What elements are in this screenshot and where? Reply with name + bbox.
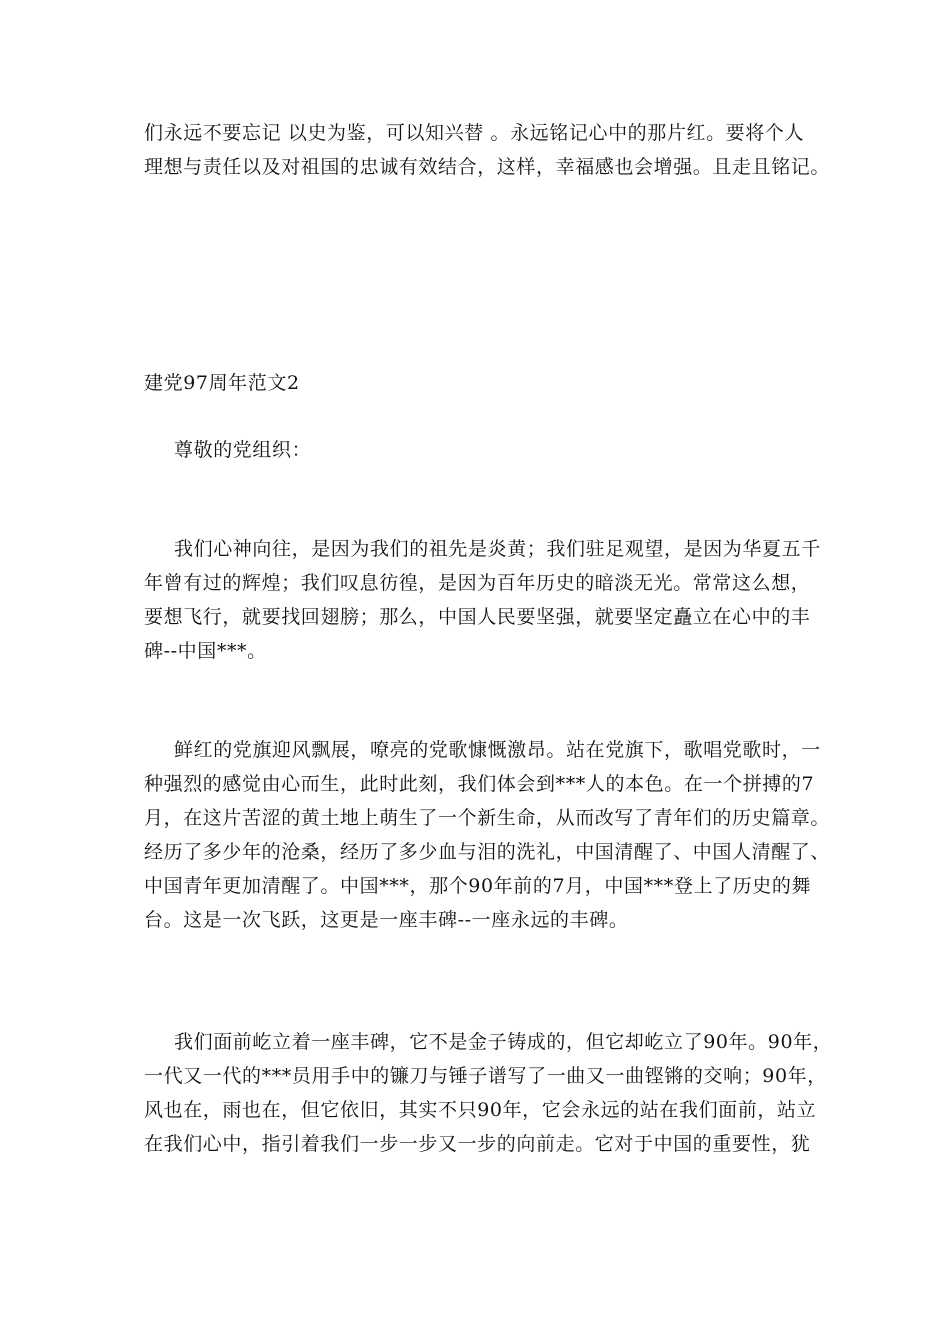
text-line: 们永远不要忘记 以史为鉴，可以知兴替 。永远铭记心中的那片红。要将个人 <box>144 122 805 144</box>
text-line: 中国青年更加清醒了。中国***，那个90年前的7月，中国***登上了历史的舞 <box>144 875 812 897</box>
salutation <box>144 433 814 467</box>
text-line: 鲜红的党旗迎风飘展，嘹亮的党歌慷慨激昂。站在党旗下，歌唱党歌时，一 <box>174 739 821 761</box>
text-line: 风也在，雨也在，但它依旧，其实不只90年，它会永远的站在我们面前，站立 <box>144 1099 817 1121</box>
text-line: 经历了多少年的沧桑，经历了多少血与泪的洗礼，中国清醒了、中国人清醒了、 <box>144 841 831 863</box>
section-title-text: 建党97周年范文2 <box>144 372 300 394</box>
section-title <box>144 366 814 400</box>
salutation-text: 尊敬的党组织： <box>174 439 312 461</box>
text-line: 我们心神向往，是因为我们的祖先是炎黄；我们驻足观望，是因为华夏五千 <box>174 538 821 560</box>
top-paragraph <box>144 116 831 184</box>
paragraph-3 <box>144 1025 833 1161</box>
text-line: 要想飞行，就要找回翅膀；那么，中国人民要坚强，就要坚定矗立在心中的丰 <box>144 606 811 628</box>
text-line: 月，在这片苦涩的黄土地上萌生了一个新生命，从而改写了青年们的历史篇章。 <box>144 807 831 829</box>
text-line: 理想与责任以及对祖国的忠诚有效结合，这样，幸福感也会增强。且走且铭记。 <box>144 156 831 178</box>
text-line: 碑--中国***。 <box>144 640 267 662</box>
text-line: 台。这是一次飞跃，这更是一座丰碑--一座永远的丰碑。 <box>144 909 629 931</box>
paragraph-1 <box>144 532 821 668</box>
text-line: 年曾有过的辉煌；我们叹息彷徨，是因为百年历史的暗淡无光。常常这么想， <box>144 572 811 594</box>
text-line: 我们面前屹立着一座丰碑，它不是金子铸成的，但它却屹立了90年。90年， <box>174 1031 833 1053</box>
paragraph-2 <box>144 733 831 937</box>
text-line: 一代又一代的***员用手中的镰刀与锤子谱写了一曲又一曲铿锵的交响；90年， <box>144 1065 827 1087</box>
text-line: 种强烈的感觉由心而生，此时此刻，我们体会到***人的本色。在一个拼搏的7 <box>144 773 815 795</box>
text-line: 在我们心中，指引着我们一步一步又一步的向前走。它对于中国的重要性，犹 <box>144 1133 811 1155</box>
